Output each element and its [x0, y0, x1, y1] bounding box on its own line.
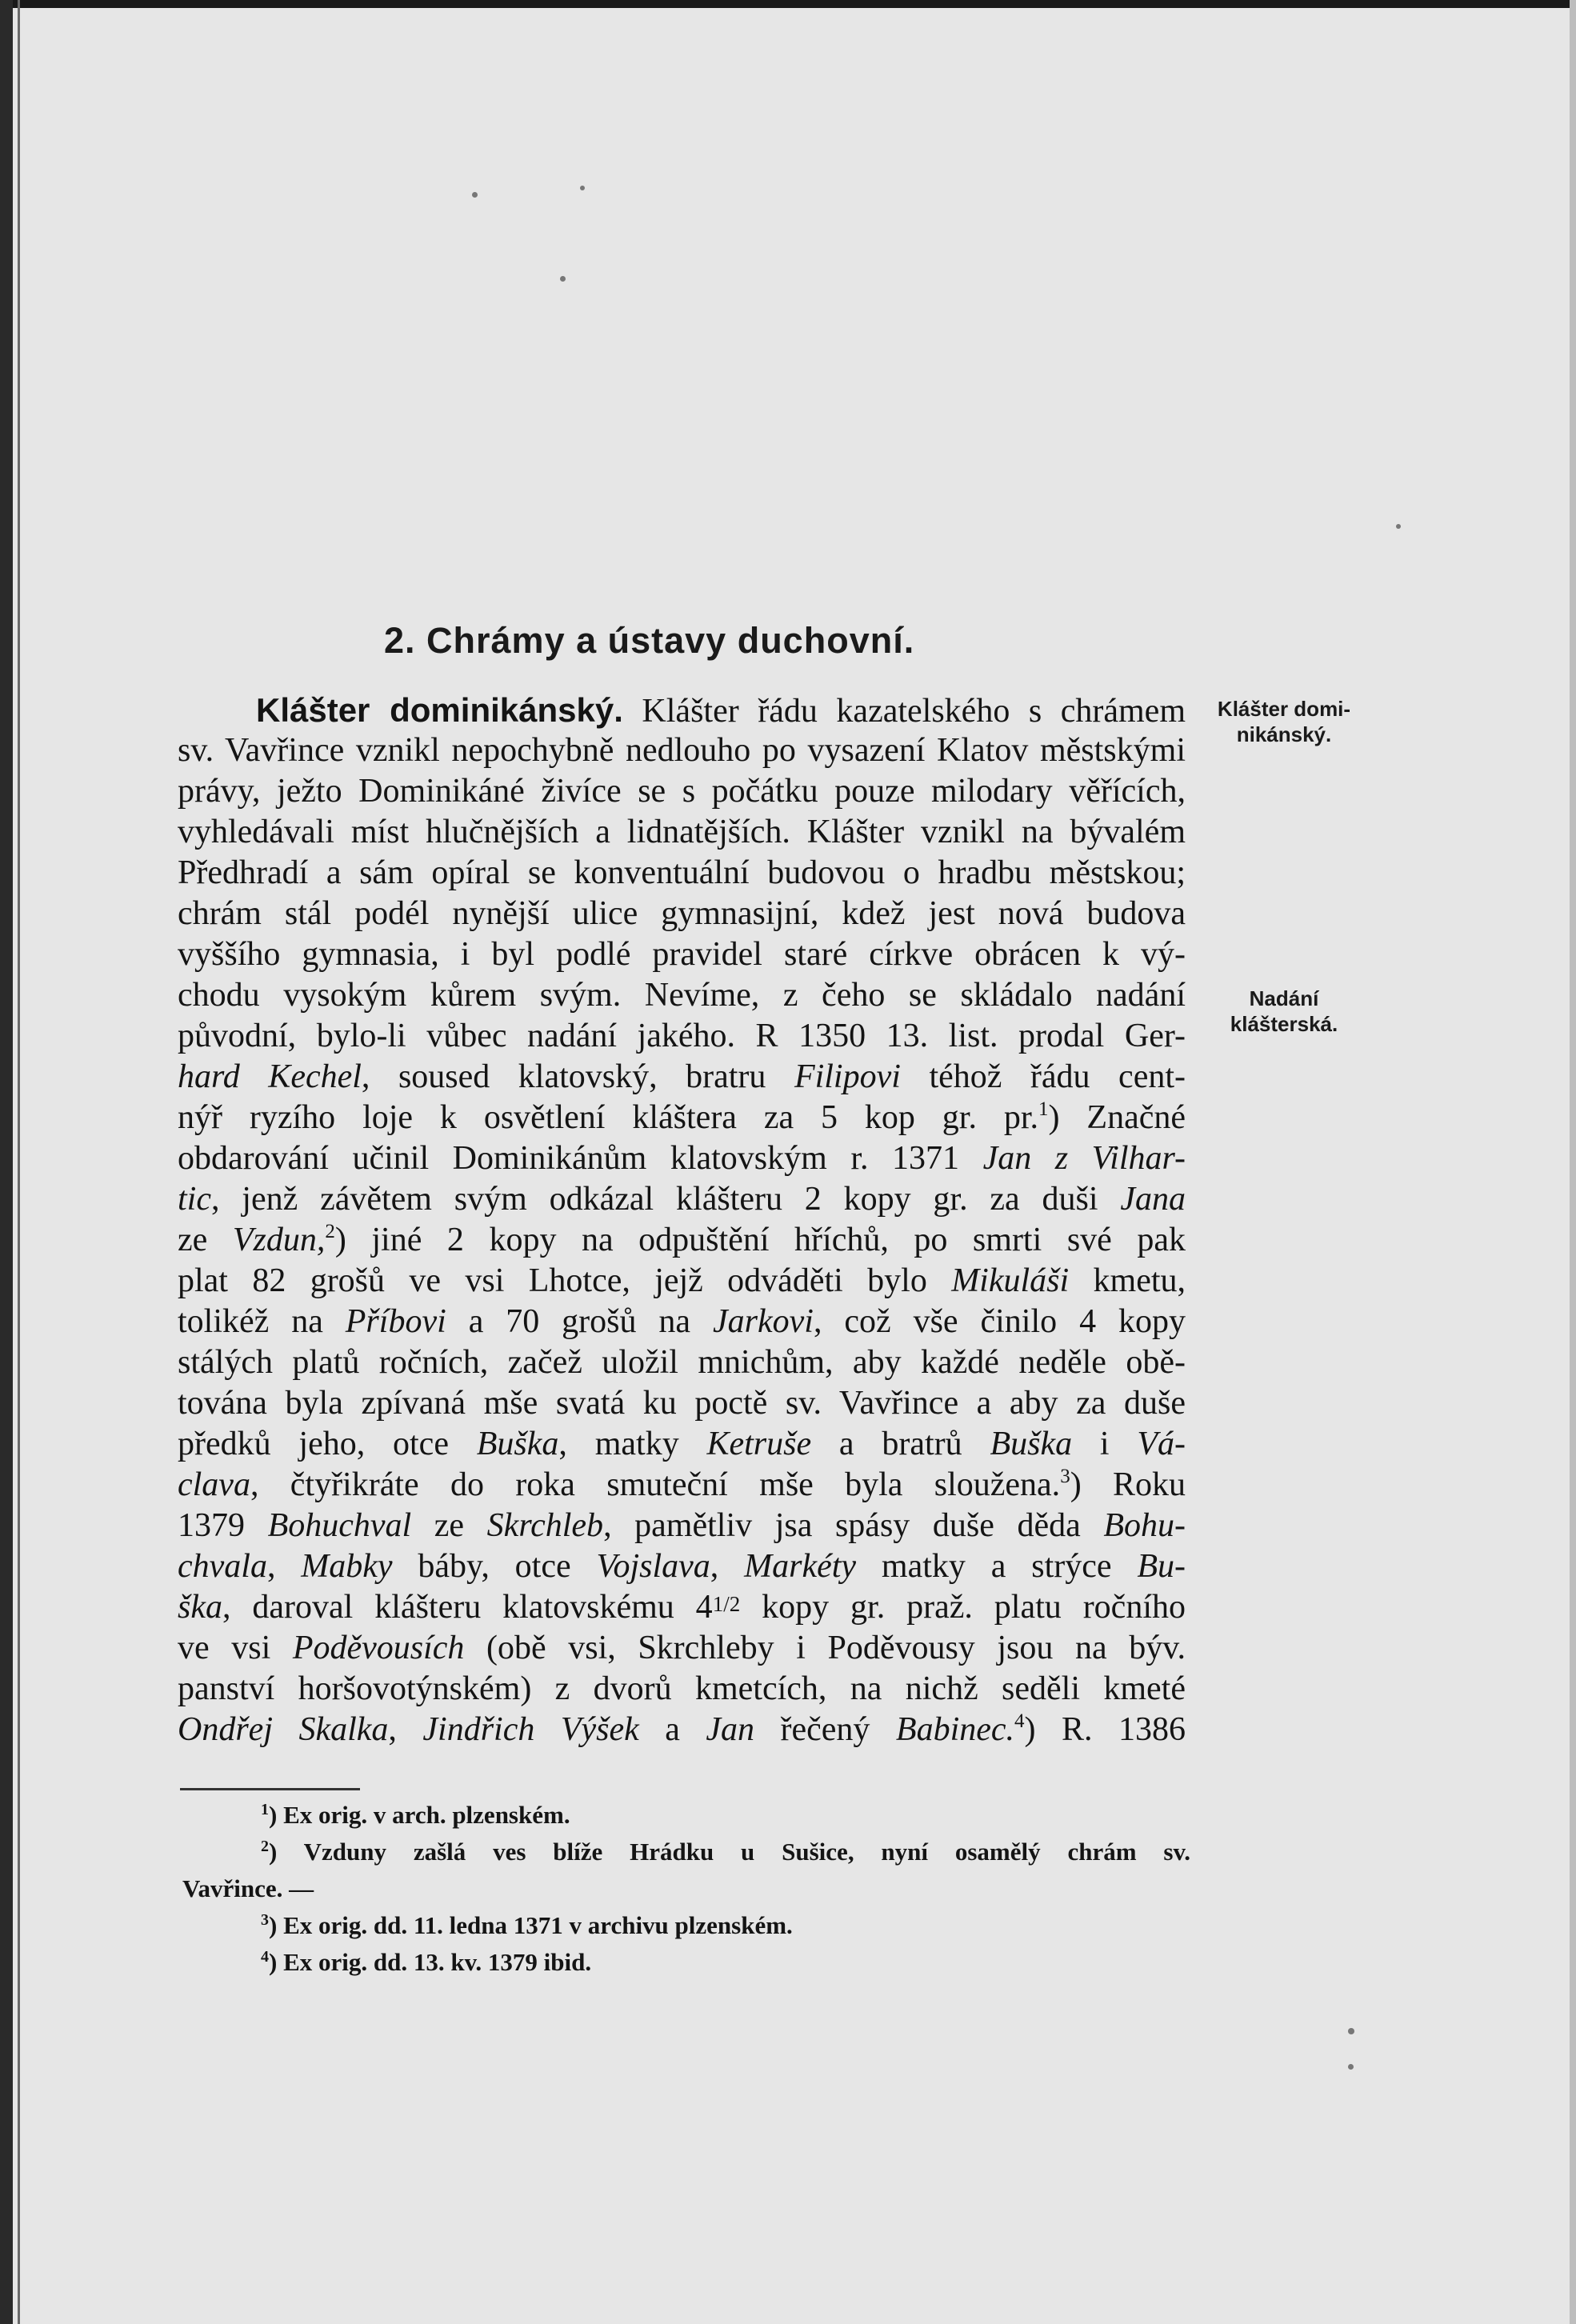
text-line — [178, 1465, 1186, 1506]
footnote-rule — [180, 1788, 360, 1790]
text-run: , což vše činilo 4 kopy — [813, 1303, 1186, 1340]
footnote-3 — [182, 1907, 1190, 1944]
text-run: Jana — [1120, 1181, 1186, 1218]
text-run: matky a strýce — [856, 1548, 1138, 1585]
text-run: ) Roku — [1070, 1466, 1186, 1503]
text-run: , daroval klášteru klatovskému 4 — [222, 1589, 713, 1626]
margin-note-line: Nadání — [1249, 986, 1319, 1010]
text-line — [178, 1506, 1186, 1546]
footnote-2-continued: Vavřince. — — [182, 1874, 314, 1902]
text-line: právy, ježto Dominikáné živíce se s počátku pouze milodary věřících, — [178, 773, 1186, 810]
text-run: Skrchleb — [486, 1507, 604, 1544]
text-run: , jenž závětem svým odkázal klášteru 2 kopy gr. za duši — [210, 1181, 1121, 1218]
text-run: Filipovi — [794, 1058, 901, 1095]
scan-speck — [580, 186, 585, 190]
text-run: předků jeho, otce — [178, 1426, 477, 1462]
text-run: Vzdun, — [232, 1222, 326, 1258]
text-run: báby, otce — [392, 1548, 597, 1585]
scan-edge-top — [0, 0, 1576, 8]
footnote-marker: 1 — [261, 1801, 269, 1818]
margin-note-monastery — [1196, 696, 1372, 747]
text-run: i — [1072, 1426, 1138, 1462]
text-line — [178, 1138, 1186, 1179]
text-run: a bratrů — [811, 1426, 990, 1462]
text-run: , — [388, 1711, 423, 1748]
text-run: Bohuchval — [267, 1507, 412, 1544]
text-run: Příbovi — [345, 1303, 446, 1340]
text-run: 1379 — [178, 1507, 268, 1544]
text-line: stálých platů ročních, začež uložil mnichům, aby každé neděle obě- — [178, 1344, 1186, 1381]
margin-note-endowment — [1204, 986, 1364, 1037]
text-run: kopy gr. praž. platu ročního — [740, 1589, 1186, 1626]
text-line: chrám stál podél nynější ulice gymnasijní, kdež jest nová budova — [178, 895, 1186, 932]
text-line: chodu vysokým kůrem svým. Nevíme, z čeho se skládalo nadání — [178, 977, 1186, 1014]
margin-note-line: nikánský. — [1236, 722, 1332, 746]
text-run: nýř ryzího loje k osvětlení kláštera za 5 kop gr. pr. — [178, 1099, 1039, 1136]
footnote-ref: 2 — [325, 1221, 335, 1242]
footnote-text: ) Ex orig. dd. 11. ledna 1371 v archivu plzenském. — [269, 1911, 793, 1939]
text-run: , čtyřikráte do roka smuteční mše byla sloužena. — [250, 1466, 1061, 1503]
text-line — [178, 1302, 1186, 1342]
text-run: Jan z Vilhar- — [982, 1140, 1186, 1177]
section-heading: 2. Chrámy a ústavy duchovní. — [384, 620, 915, 661]
text-line — [178, 1424, 1186, 1465]
text-run: , — [266, 1548, 302, 1585]
text-run: ze — [178, 1222, 233, 1258]
text-run: ) R. 1386 — [1024, 1711, 1186, 1748]
text-run: Buška — [476, 1426, 559, 1462]
text-line — [178, 1587, 1186, 1628]
text-line — [178, 1628, 1186, 1669]
scan-speck — [1396, 524, 1401, 529]
text-run: clava — [178, 1466, 250, 1503]
text-run: obdarování učinil Dominikánům klatovským r. 1371 — [178, 1140, 983, 1177]
text-run: Babinec. — [895, 1711, 1015, 1748]
text-run: Buška — [990, 1426, 1073, 1462]
text-run: Ketruše — [706, 1426, 812, 1462]
margin-note-line: klášterská. — [1230, 1012, 1338, 1036]
text-run: ) jiné 2 kopy na odpuštění hříchů, po smrti své pak — [334, 1222, 1186, 1258]
text-line — [178, 1220, 1186, 1261]
text-run: tic — [178, 1181, 211, 1218]
main-paragraph — [178, 690, 1186, 1750]
scan-speck — [1348, 2064, 1354, 2070]
text-run: chvala — [178, 1548, 267, 1585]
text-run: plat 82 grošů ve vsi Lhotce, jejž odváděti bylo — [178, 1262, 952, 1299]
text-line — [178, 1179, 1186, 1220]
text-run: ška — [178, 1589, 222, 1626]
text-run: Vá- — [1137, 1426, 1186, 1462]
text-run: ) Značné — [1048, 1099, 1186, 1136]
text-run: Jindřich Výšek — [422, 1711, 639, 1748]
footnote-ref: 3 — [1060, 1466, 1070, 1487]
text-run: , — [710, 1548, 745, 1585]
footnote-marker: 3 — [261, 1911, 269, 1929]
scan-edge-right — [1570, 0, 1576, 2324]
text-run: (obě vsi, Skrchleby i Poděvousy jsou na býv. — [464, 1630, 1186, 1666]
text-line — [178, 1098, 1186, 1138]
text-run: Jan — [706, 1711, 755, 1748]
text-line: původní, bylo-li vůbec nadání jakého. R 1350 13. list. prodal Ger- — [178, 1018, 1186, 1054]
text-line: vyššího gymnasia, i byl podlé pravidel staré církve obrácen k vý- — [178, 936, 1186, 973]
text-run: Ondřej Skalka — [178, 1711, 389, 1748]
text-run: Bu- — [1137, 1548, 1186, 1585]
text-run: tolikéž na — [178, 1303, 346, 1340]
text-line: panství horšovotýnském) z dvorů kmetcích, na nichž seděli kmeté — [178, 1670, 1186, 1707]
text-run: , pamětliv jsa spásy duše děda — [603, 1507, 1104, 1544]
text-line — [178, 1261, 1186, 1302]
footnote-text: ) Vzduny zašlá ves blíže Hrádku u Sušice, nyní osamělý chrám sv. — [269, 1838, 1190, 1866]
text-run: Bohu- — [1103, 1507, 1186, 1544]
text-run: Poděvousích — [292, 1630, 465, 1666]
text-run: Vojslava — [596, 1548, 710, 1585]
text-run: řečený — [754, 1711, 896, 1748]
scan-edge-left — [0, 0, 13, 2324]
text-line — [178, 1710, 1186, 1750]
text-run: ze — [411, 1507, 487, 1544]
text-run: a — [638, 1711, 706, 1748]
text-run: ve vsi — [178, 1630, 293, 1666]
margin-note-line: Klášter domi- — [1217, 697, 1351, 721]
text-run: , matky — [558, 1426, 707, 1462]
text-line: tována byla zpívaná mše svatá ku poctě sv. Vavřince a aby za duše — [178, 1385, 1186, 1422]
footnote-2 — [182, 1834, 1190, 1870]
scan-speck — [560, 276, 566, 282]
text-run: Mabky — [301, 1548, 393, 1585]
text-run: , soused klatovský, bratru — [361, 1058, 794, 1095]
footnote-ref: 4 — [1014, 1710, 1025, 1732]
text-run: Jarkovi — [713, 1303, 814, 1340]
text-run: Klášter řádu kazatelského s chrámem — [622, 693, 1186, 730]
footnote-marker: 4 — [261, 1948, 269, 1966]
footnote-1 — [182, 1797, 1190, 1834]
scan-speck — [1348, 2028, 1354, 2034]
footnote-text: ) Ex orig. v arch. plzenském. — [269, 1801, 570, 1829]
text-line — [178, 1057, 1186, 1098]
fraction: 1/2 — [712, 1592, 741, 1616]
text-line — [178, 1546, 1186, 1587]
text-line: sv. Vavřince vznikl nepochybně nedlouho po vysazení Klatov městskými — [178, 732, 1186, 769]
text-run: hard Kechel — [178, 1058, 362, 1095]
text-run: a 70 grošů na — [446, 1303, 713, 1340]
text-run: Markéty — [744, 1548, 857, 1585]
text-run: téhož řádu cent- — [900, 1058, 1186, 1095]
footnotes — [182, 1797, 1190, 1981]
paragraph-lead: Klášter dominikánský. — [256, 691, 623, 729]
footnote-text: ) Ex orig. dd. 13. kv. 1379 ibid. — [269, 1948, 592, 1976]
text-run: kmetu, — [1069, 1262, 1186, 1299]
footnote-marker: 2 — [261, 1838, 269, 1855]
text-run: Mikuláši — [951, 1262, 1070, 1299]
text-line: Předhradí a sám opíral se konventuální budovou o hradbu městskou; — [178, 854, 1186, 891]
footnote-ref: 1 — [1038, 1098, 1049, 1120]
scan-edge-line — [18, 0, 20, 2324]
scan-speck — [472, 192, 478, 198]
text-line: vyhledávali míst hlučnějších a lidnatějších. Klášter vznikl na bývalém — [178, 814, 1186, 850]
text-line — [178, 690, 1186, 730]
footnote-4 — [182, 1944, 1190, 1981]
